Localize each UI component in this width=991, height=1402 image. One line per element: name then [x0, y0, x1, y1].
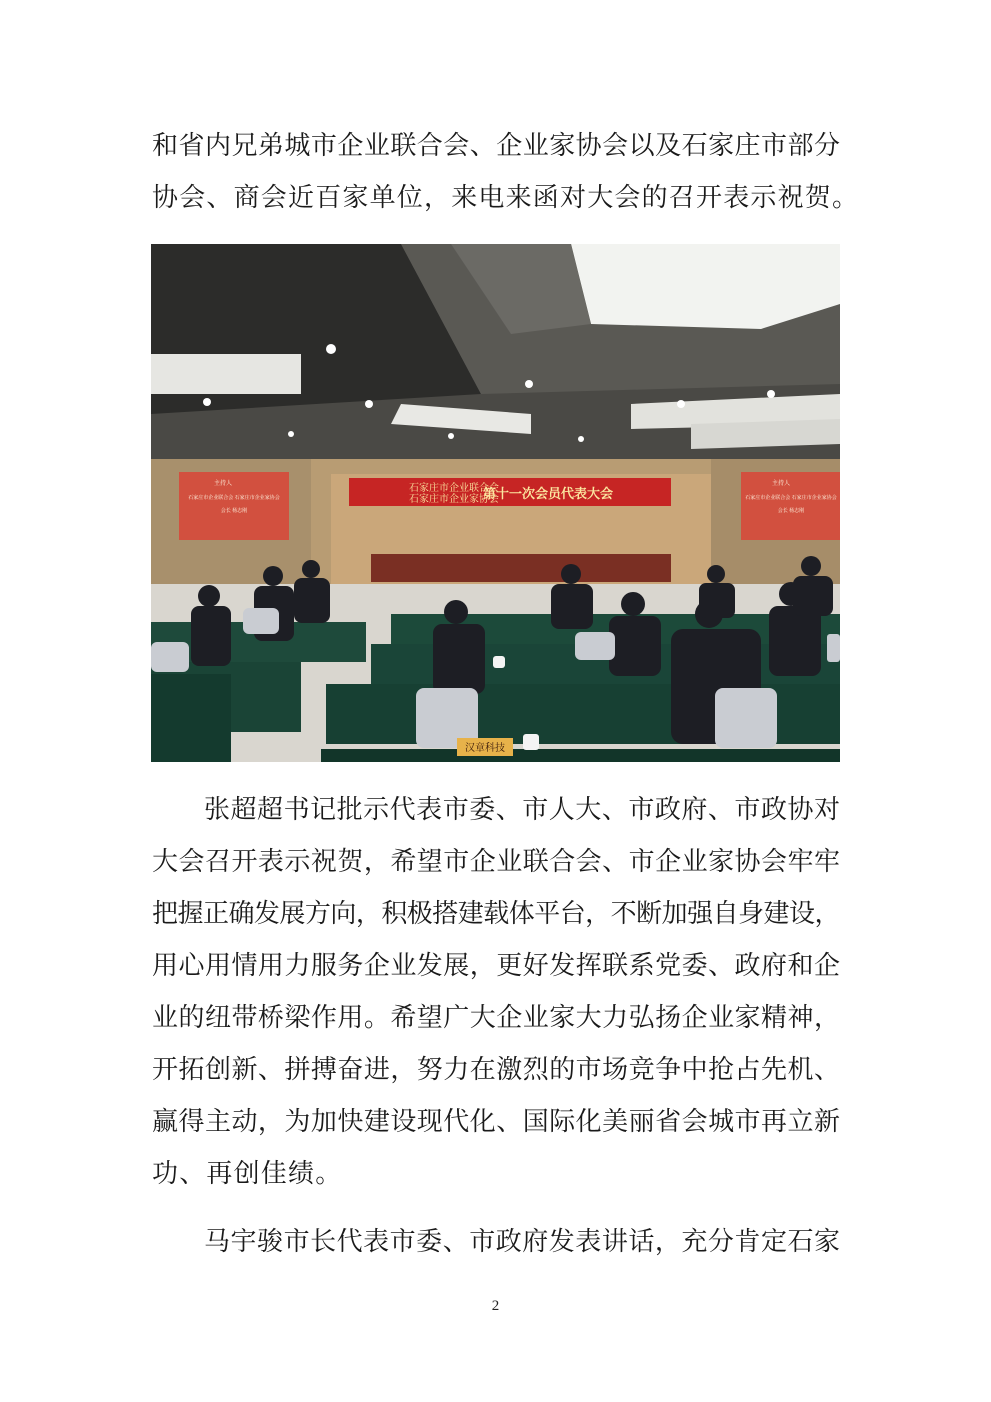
- middle-paragraph: [152, 784, 840, 1200]
- text-line: 大会召开表示祝贺，希望市企业联合会、市企业家协会牢牢: [152, 847, 840, 877]
- text-line: 赢得主动，为加快建设现代化、国际化美丽省会城市再立新: [152, 1107, 840, 1137]
- table-sign: 汉章科技: [465, 743, 505, 754]
- intro-paragraph: [152, 120, 860, 224]
- text-line: 马宇骏市长代表市委、市政府发表讲话，充分肯定石家: [204, 1227, 840, 1257]
- last-paragraph: [152, 1216, 840, 1268]
- left-screen-org: 石家庄市企业联合会 石家庄市企业家协会: [188, 495, 280, 501]
- left-screen-name: 会长 杨志刚: [220, 508, 248, 514]
- banner-line-1: 石家庄市企业联合会: [409, 483, 499, 494]
- text-line: 用心用情用力服务企业发展，更好发挥联系党委、政府和企: [152, 951, 840, 981]
- right-screen-label: 主持人: [771, 481, 791, 487]
- banner-line-2: 石家庄市企业家协会: [409, 494, 499, 505]
- right-screen-name: 会长 杨志刚: [777, 508, 805, 514]
- conference-photo: [151, 244, 840, 762]
- text-line: 开拓创新、拼搏奋进，努力在激烈的市场竞争中抢占先机、: [152, 1055, 840, 1085]
- right-screen-org: 石家庄市企业联合会 石家庄市企业家协会: [745, 495, 837, 501]
- banner-title: 第十一次会员代表大会: [483, 486, 614, 501]
- text-line: 协会、商会近百家单位，来电来函对大会的召开表示祝贺。: [152, 183, 860, 213]
- text-line: 功、再创佳绩。: [152, 1159, 343, 1189]
- page-number: 2: [491, 1298, 500, 1314]
- left-screen-label: 主持人: [213, 481, 233, 487]
- text-line: 把握正确发展方向，积极搭建载体平台，不断加强自身建设，: [152, 899, 840, 929]
- text-line: 业的纽带桥梁作用。希望广大企业家大力弘扬企业家精神，: [152, 1003, 840, 1033]
- text-line: 张超超书记批示代表市委、市人大、市政府、市政协对: [204, 795, 840, 825]
- text-line: 和省内兄弟城市企业联合会、企业家协会以及石家庄市部分: [152, 131, 840, 161]
